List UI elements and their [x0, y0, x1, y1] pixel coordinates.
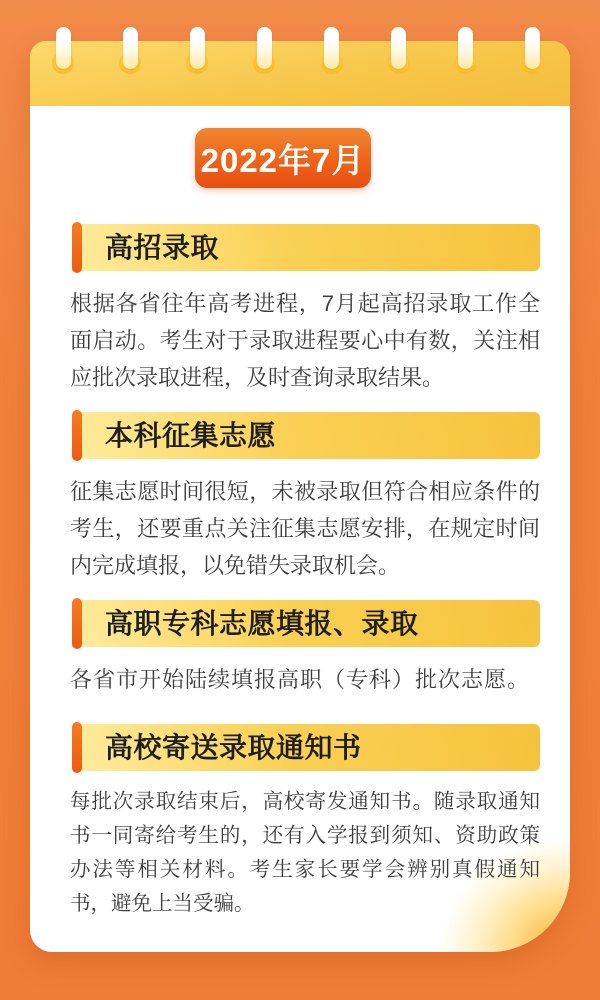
ring-pin-icon: [56, 27, 71, 69]
section-accent-bar: [72, 722, 82, 773]
ring-pin-icon: [190, 27, 205, 69]
ring-pin-icon: [324, 27, 339, 69]
section-body: 每批次录取结束后，高校寄发通知书。随录取通知书一同寄给考生的，还有入学报到须知、资助政策办法等相关材料。考生家长要学会辨别真假通知书，避免上当受骗。: [70, 790, 540, 915]
section-header-bar: [76, 724, 540, 771]
section-header-bar: [76, 412, 540, 459]
binder-ring: [119, 27, 141, 77]
section-accent-bar: [72, 222, 82, 273]
ring-pin-icon: [391, 27, 406, 69]
binder-ring: [52, 27, 74, 77]
section-title: 高招录取: [105, 232, 220, 263]
ring-pin-icon: [123, 27, 138, 69]
binder-ring: [522, 27, 544, 77]
section-title: 高职专科志愿填报、录取: [105, 608, 419, 639]
binder-ring: [186, 27, 208, 77]
calendar-content: [30, 188, 570, 921]
section-admission: [70, 224, 540, 396]
date-badge-label: 2022年7月: [200, 141, 366, 179]
ring-pin-icon: [257, 27, 272, 69]
date-badge: [195, 128, 371, 188]
section-accent-bar: [72, 410, 82, 461]
section-body: 各省市开始陆续填报高职（专科）批次志愿。: [70, 667, 531, 692]
binder-ring: [455, 27, 477, 77]
section-title: 本科征集志愿: [105, 420, 277, 451]
section-vocational: [70, 600, 540, 698]
section-header-bar: [76, 600, 540, 647]
section-notice-letters: [70, 724, 540, 921]
section-body: 征集志愿时间很短，未被录取但符合相应条件的考生，还要重点关注征集志愿安排，在规定时间内完成填报，以免错失录取机会。: [70, 479, 540, 578]
section-title: 高校寄送录取通知书: [105, 732, 362, 763]
section-header-bar: [76, 224, 540, 271]
binder-ring: [388, 27, 410, 77]
calendar-card: [30, 41, 570, 952]
binder-rings: [30, 27, 570, 77]
section-accent-bar: [72, 598, 82, 649]
section-undergrad-volunteer: [70, 412, 540, 584]
binder-ring: [253, 27, 275, 77]
ring-pin-icon: [458, 27, 473, 69]
ring-pin-icon: [525, 27, 540, 69]
binder-ring: [321, 27, 343, 77]
section-body: 根据各省往年高考进程，7月起高招录取工作全面启动。考生对于录取进程要心中有数，关注相应批次录取进程，及时查询录取结果。: [70, 291, 540, 390]
